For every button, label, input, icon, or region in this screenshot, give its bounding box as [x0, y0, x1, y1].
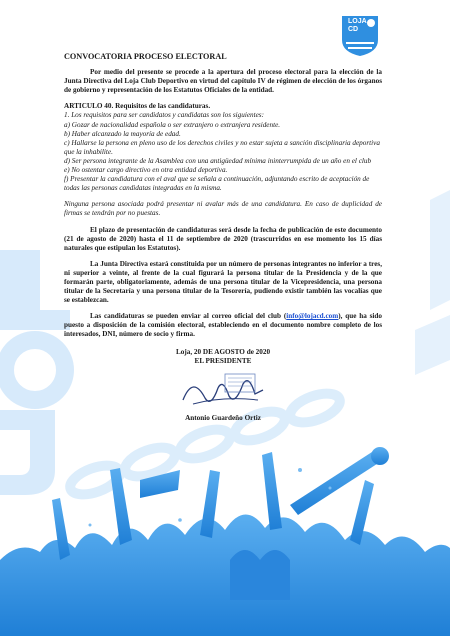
email-link[interactable]: info@lojacd.com — [286, 312, 339, 321]
side-stripes — [415, 190, 450, 375]
requirements-intro: 1. Los requisitos para ser candidatos y candidatas son los siguientes: — [64, 111, 264, 120]
logo-line-2: CD — [348, 26, 359, 33]
intro-paragraph: Por medio del presente se procede a la apertura del proceso electoral para la elección de la Junta Directiva del Loja Club Deportivo en virtud del capítulo IV de régimen de elección de los órganos de gobierno y representación de los Estatutos Oficiales de la entidad. — [64, 68, 382, 95]
signer-role: EL PRESIDENTE — [194, 356, 252, 365]
requirement-item: a) Gozar de nacionalidad española o ser extranjero o extranjera residente. — [64, 120, 281, 129]
requirement-item: c) Hallarse la persona en pleno uso de los derechos civiles y no estar sujeta a sanción disciplinaria deportiva que la inhabilite. — [64, 138, 380, 156]
submission-text-before: Las candidaturas se pueden enviar al correo oficial del club ( — [90, 312, 287, 321]
club-logo-text — [348, 18, 372, 34]
duplicate-note: Ninguna persona asociada podrá presentar ni avalar más de una candidatura. En caso de duplicidad de firmas se tendrán por no puestas. — [64, 200, 382, 218]
requirements-list — [64, 121, 382, 194]
requirement-item: b) Haber alcanzado la mayoría de edad. — [64, 129, 181, 138]
requirement-item: d) Ser persona integrante de la Asamblea con una antigüedad mínima ininterrumpida de un año en el club — [64, 156, 372, 165]
deadline-paragraph: El plazo de presentación de candidaturas será desde la fecha de publicación de este documento (21 de agosto de 2020) hasta el 11 de septiembre de 2020 (trascurridos en ese momento los 15 días naturales que estipulan los Estatutos). — [64, 225, 382, 252]
requirement-item: e) No ostentar cargo directivo en otra entidad deportiva. — [64, 166, 228, 175]
signer-name: Antonio Guardeño Ortiz — [185, 413, 261, 422]
document-body — [64, 52, 382, 423]
submission-text-after: ), que ha sido puesto a disposición de la comisión electoral, estableciendo en el documento nombre completo de los interesados, DNI, número de socio y firma. — [64, 312, 382, 339]
document-title: CONVOCATORIA PROCESO ELECTORAL — [64, 52, 227, 61]
place-date: Loja, 20 DE AGOSTO de 2020 — [175, 347, 271, 356]
logo-line-1: LOJA — [348, 18, 367, 25]
crowd-silhouette — [0, 447, 450, 636]
handwritten-signature — [163, 370, 283, 412]
article-heading: ARTICULO 40. Requisitos de las candidaturas. — [64, 102, 211, 111]
board-paragraph: La Junta Directiva estará constituida por un número de personas integrantes no inferior a tres, ni superior a veinte, al frente de la cual figurará la persona titular de la Presidencia y de la que formarán parte, obligatoriamente, además de una persona titular de la Vicepresidencia, una persona titular de la Secretaría y una persona titular de la Tesorería, pudiendo existir también las vocalías que se establezcan. — [64, 259, 382, 305]
submission-paragraph — [64, 312, 382, 339]
requirement-item: f) Presentar la candidatura con el aval que se señala a continuación, adjuntando escrito de aceptación de todas las personas candidatas integradas en la misma. — [64, 175, 370, 193]
watermark-letters — [0, 250, 70, 495]
signature-block — [64, 348, 382, 366]
